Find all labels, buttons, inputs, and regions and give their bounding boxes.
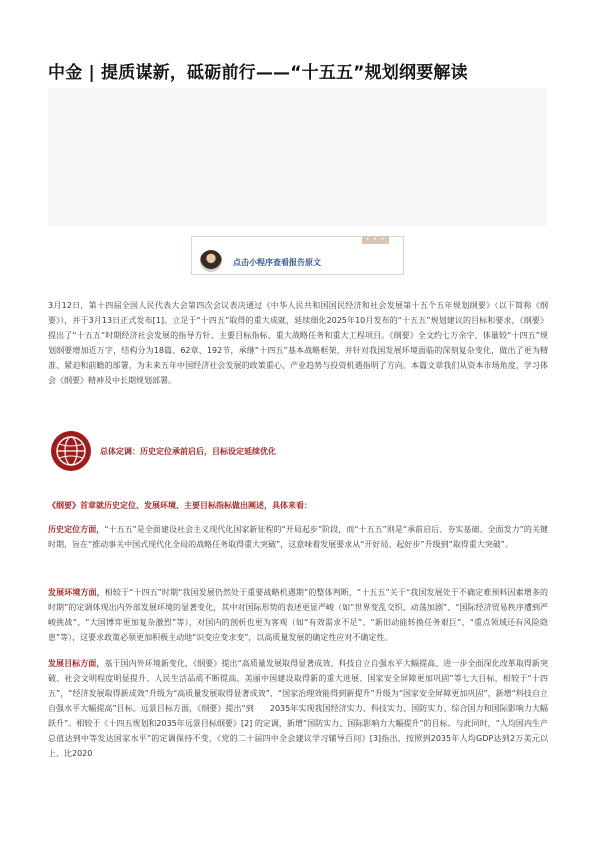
paragraph-label: 发展目标方面，	[48, 659, 105, 668]
section-header	[50, 430, 550, 474]
paragraph-body: 基于国内外环境新变化，《纲要》提出“高质量发展取得显著成效、科技自立自强水平大幅提高、进一步全面深化改革取得新突破、社会文明程度明显提升、人民生活品质不断提高、美丽中国建设取得新的重大进展、国家安全屏障更加巩固”等七大目标，相较于“十四五”，“经济发展取得新成效”升级为“高质量发展取得显著成效”，“国家治理效能得到新提升”升级为“国家安全屏障更加巩固”，新增“科技自立自强水平大幅提高”目标。远景目标方面，《纲要》提出“到 2035年实现我国经济实力、科技实力、国防实力、综合国力和国际影响力大幅跃升”。相较于《十四五规划和2035年远景目标纲要》[2] 的定调，新增“国防实力、国际影响力大幅提升”的目标。与此同时，“人均国内生产总值达到中等发达国家水平”的定调保持不变，《党的二十届四中全会建议学习辅导百问》[3]指出，按照到2035年人均GDP达到2万美元以上、比2020	[48, 659, 548, 758]
article-title: 中金 | 提质谋新，砥砺前行——“十五五”规划纲要解读	[48, 63, 468, 83]
paragraph-development-environment	[48, 585, 548, 645]
lead-text: 《纲要》首章就历史定位、发展环境、主要目标指标做出阐述，具体来看：	[48, 501, 312, 510]
paragraph-label: 历史定位方面，	[48, 525, 105, 534]
hero-image-placeholder	[48, 88, 547, 226]
paragraph-body: 相较于“十四五”时期“我国发展仍然处于重要战略机遇期”的整体判断，“十五五”关于“我国发展处于不确定难预料因素增多的时期”的定调体现出内外部发展环境的显著变化，其中对国际形势的表述更显严峻（如“世界变乱交织、动荡加剧”、“国际经济贸易秩序遭到严峻挑战”、“大国博弈更加复杂激烈”等），对国内的剖析也更为客观（如“有效需求不足”、“新旧动能转换任务艰巨”、“重点领域还有风险隐患”等），这要求政策必须更加积极主动地“识变应变求变”，以高质量发展的确定性应对不确定性。	[48, 588, 548, 642]
mini-program-card[interactable]	[191, 236, 404, 275]
paragraph-label: 发展环境方面，	[48, 588, 105, 597]
avatar	[200, 250, 222, 272]
intro-paragraph: 3月12日，第十四届全国人民代表大会第四次会议表决通过《中华人民共和国国民经济和社会发展第十五个五年规划纲要》（以下简称《纲要》），并于3月13日正式发布[1]。立足于“十四五”取得的重大成就，延续细化2025年10月发布的“十五五”规划建议的目标和要求，《纲要》提出了“十五五”时期经济社会发展的指导方针、主要目标指标、重大战略任务和重大工程项目。《纲要》全文约七万余字，体量较“十四五”规划纲要增加近万字，结构分为18篇、62章、192节，承继“十四五”基本战略框架，并针对我国发展环境面临的深刻复杂变化，做出了更为精准、紧迫和前瞻的部署，为未来五年中国经济社会发展的政策重心、产业趋势与投资机遇指明了方向。本篇文章我们从资本市场角度，学习体会《纲要》精神及中长期规划部署。	[48, 301, 548, 385]
paragraph-development-goals	[48, 656, 548, 761]
view-report-link[interactable]: 点击小程序查看报告原文	[233, 258, 321, 267]
card-dots: • • •	[362, 236, 389, 244]
paragraph-body: “十五五”是全面建设社会主义现代化国家新征程的“开局起步”阶段，而“十五五”则是“承前启后、夯实基础、全面发力”的关键时期，旨在“推动事关中国式现代化全局的战略任务取得重大突破”，这意味着发展要求从“开好局、起好步”升级到“取得重大突破”。	[48, 525, 549, 549]
globe-icon	[50, 430, 92, 472]
section-title: 总体定调：历史定位承前启后，目标设定延续优化	[100, 447, 276, 456]
paragraph-historical-positioning	[48, 522, 548, 552]
